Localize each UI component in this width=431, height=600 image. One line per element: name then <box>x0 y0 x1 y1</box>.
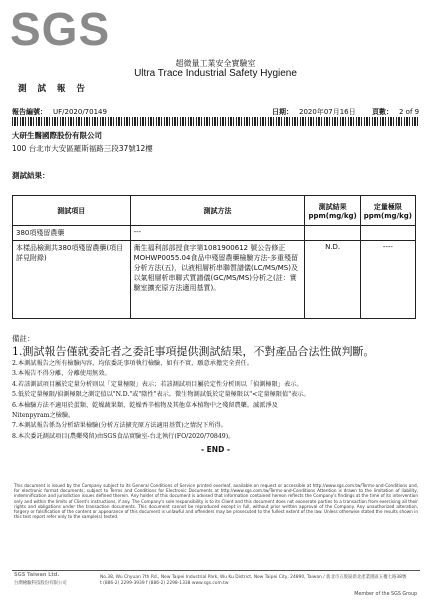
table-row <box>13 226 416 241</box>
footer-contact: t (886-2) 2299-3939 f (886-2) 2298-1338 www.sgs.com.tw <box>100 581 229 586</box>
header-test-method: 測試方法 <box>130 196 305 226</box>
row-item: 本樣品檢測共380項殘留農藥(項目詳見附錄) <box>13 241 131 319</box>
results-table <box>12 195 416 319</box>
footer-member: Member of the SGS Group <box>354 592 417 597</box>
footer-address: No.38, Wu Chyuan 7th Rd., New Taipei Industrial Park, Wu Ku District, New Taipei City, 24890, Taiwan / 新北市五股區新北產業園區五權七路38號 <box>100 575 407 580</box>
note-item: 8.本次委託測試項目(農藥殘留)由SGS食品實驗室-台北執行(FO/2020/70849)。 <box>12 432 235 440</box>
lab-name-chinese: 超微量工業安全實驗室 <box>175 59 256 68</box>
row-result <box>305 226 360 241</box>
note-item: 2.本測試報告之所有檢驗內容，均依委託事項執行檢驗，如有不實，願意承擔完全責任。 <box>12 360 254 367</box>
table-row <box>13 241 416 319</box>
client-name: 大研生醫國際股份有限公司 <box>12 131 102 140</box>
row-method: 衛生福利部部授食字第1081900612 號公告修正MOHWP0055.04食品中殘留農藥檢驗方法-多重殘留分析方法(五)，以液相層析串聯質譜儀(LC/MS/MS)及以氣相層析串聯式質譜儀(GC/MS/MS)分析之(註：實驗室擴充原方法適用基質)。 <box>130 241 305 319</box>
note-item: 3.本報告不得分離，分離使用無效。 <box>12 370 111 378</box>
legal-disclaimer: This document is issued by the Company subject to its General Conditions of Service printed overleaf, available on request or accessible at http://www.sgs.com.tw/Terms-and-Conditions and, for electronic format documents, subject to Terms and Conditions for Electronic Documents at http://www.sgs.com.tw/Terms-and-Conditions Attention is drawn to the limitation of liability, indemnification and jurisdiction issues defined therein. Any holder of this document is advised that information contained hereon reflects the Company's findings at the time of its intervention only and within the limits of Client's instructions, if any. The Company's sole responsibility is to its Client and this document does not exonerate parties to a transaction from exercising all their rights and obligations under the transaction documents. This document cannot be reproduced except in full, without prior written approval of the Company. Any unauthorized alteration, forgery or falsification of the content or appearance of this document is unlawful and offenders may be prosecuted to the fullest extent of the law. Unless otherwise stated the results shown in this test report refer only to the sample(s) tested. <box>14 483 418 520</box>
notes-label: 備註： <box>12 334 35 343</box>
header-quant-limit: 定量極限 ppm(mg/kg) <box>360 196 415 226</box>
note-item: 1.測試報告僅就委託者之委託事項提供測試結果，不對產品合法性做判斷。 <box>12 345 375 358</box>
report-date-value: 2020年07月16日 <box>299 108 356 116</box>
footer-brand-chinese: 台灣檢驗科技股份有限公司 <box>14 581 67 586</box>
note-item: 6.本檢驗方法不適用於蛋類、乾燥蔬果類、乾燥香辛植物及其他草本植物中之殘留農藥。滅派淨及 <box>12 401 278 409</box>
report-number-label: 報告編號： <box>12 108 47 116</box>
footer-divider <box>12 570 420 571</box>
end-marker: - END - <box>200 445 231 454</box>
results-label: 測試結果： <box>12 171 50 180</box>
document-title: 測 試 報 告 <box>18 84 89 94</box>
report-date <box>272 107 356 117</box>
row-limit <box>360 226 415 241</box>
note-item: 7.本測試報告係為分析結果檢驗(分析方法擴充原方法適用基質)之情況下所得。 <box>12 422 227 430</box>
row-method: --- <box>130 226 305 241</box>
note-item: 4.若該測試項目屬於定量分析則以「定量極限」表示；若該測試項目屬於定性分析則以「偵測極限」表示。 <box>12 380 303 388</box>
header-test-item: 測試項目 <box>13 196 131 226</box>
report-number-value: UF/2020/70149 <box>53 108 107 116</box>
page-count-value: 2 of 9 <box>399 108 420 116</box>
report-date-label: 日期： <box>272 108 293 116</box>
page-count-label: 頁數： <box>372 108 393 116</box>
row-item: 380項殘留農藥 <box>13 226 131 241</box>
row-result: N.D. <box>305 241 360 319</box>
sgs-logo: SGS <box>10 3 111 55</box>
row-limit: ---- <box>360 241 415 319</box>
table-header-row <box>13 196 416 226</box>
report-number <box>12 107 107 117</box>
note-item: 5.低於定量極限/偵測極限之測定值以"N.D."或"陰性"表示。微生物測試低於定量極限以"<定量極限值"表示。 <box>12 391 310 399</box>
header-test-result: 測試結果 ppm(mg/kg) <box>305 196 360 226</box>
barcode <box>12 117 418 126</box>
page-count <box>372 107 419 117</box>
footer-brand: SGS Taiwan Ltd. <box>14 572 60 578</box>
note-item: Nitenpyram之檢驗。 <box>12 412 75 420</box>
notes-list <box>12 345 420 442</box>
lab-name-english: Ultra Trace Industrial Safety Hygiene <box>134 68 297 79</box>
client-address: 100 台北市大安區羅斯福路三段37號12樓 <box>12 144 153 153</box>
